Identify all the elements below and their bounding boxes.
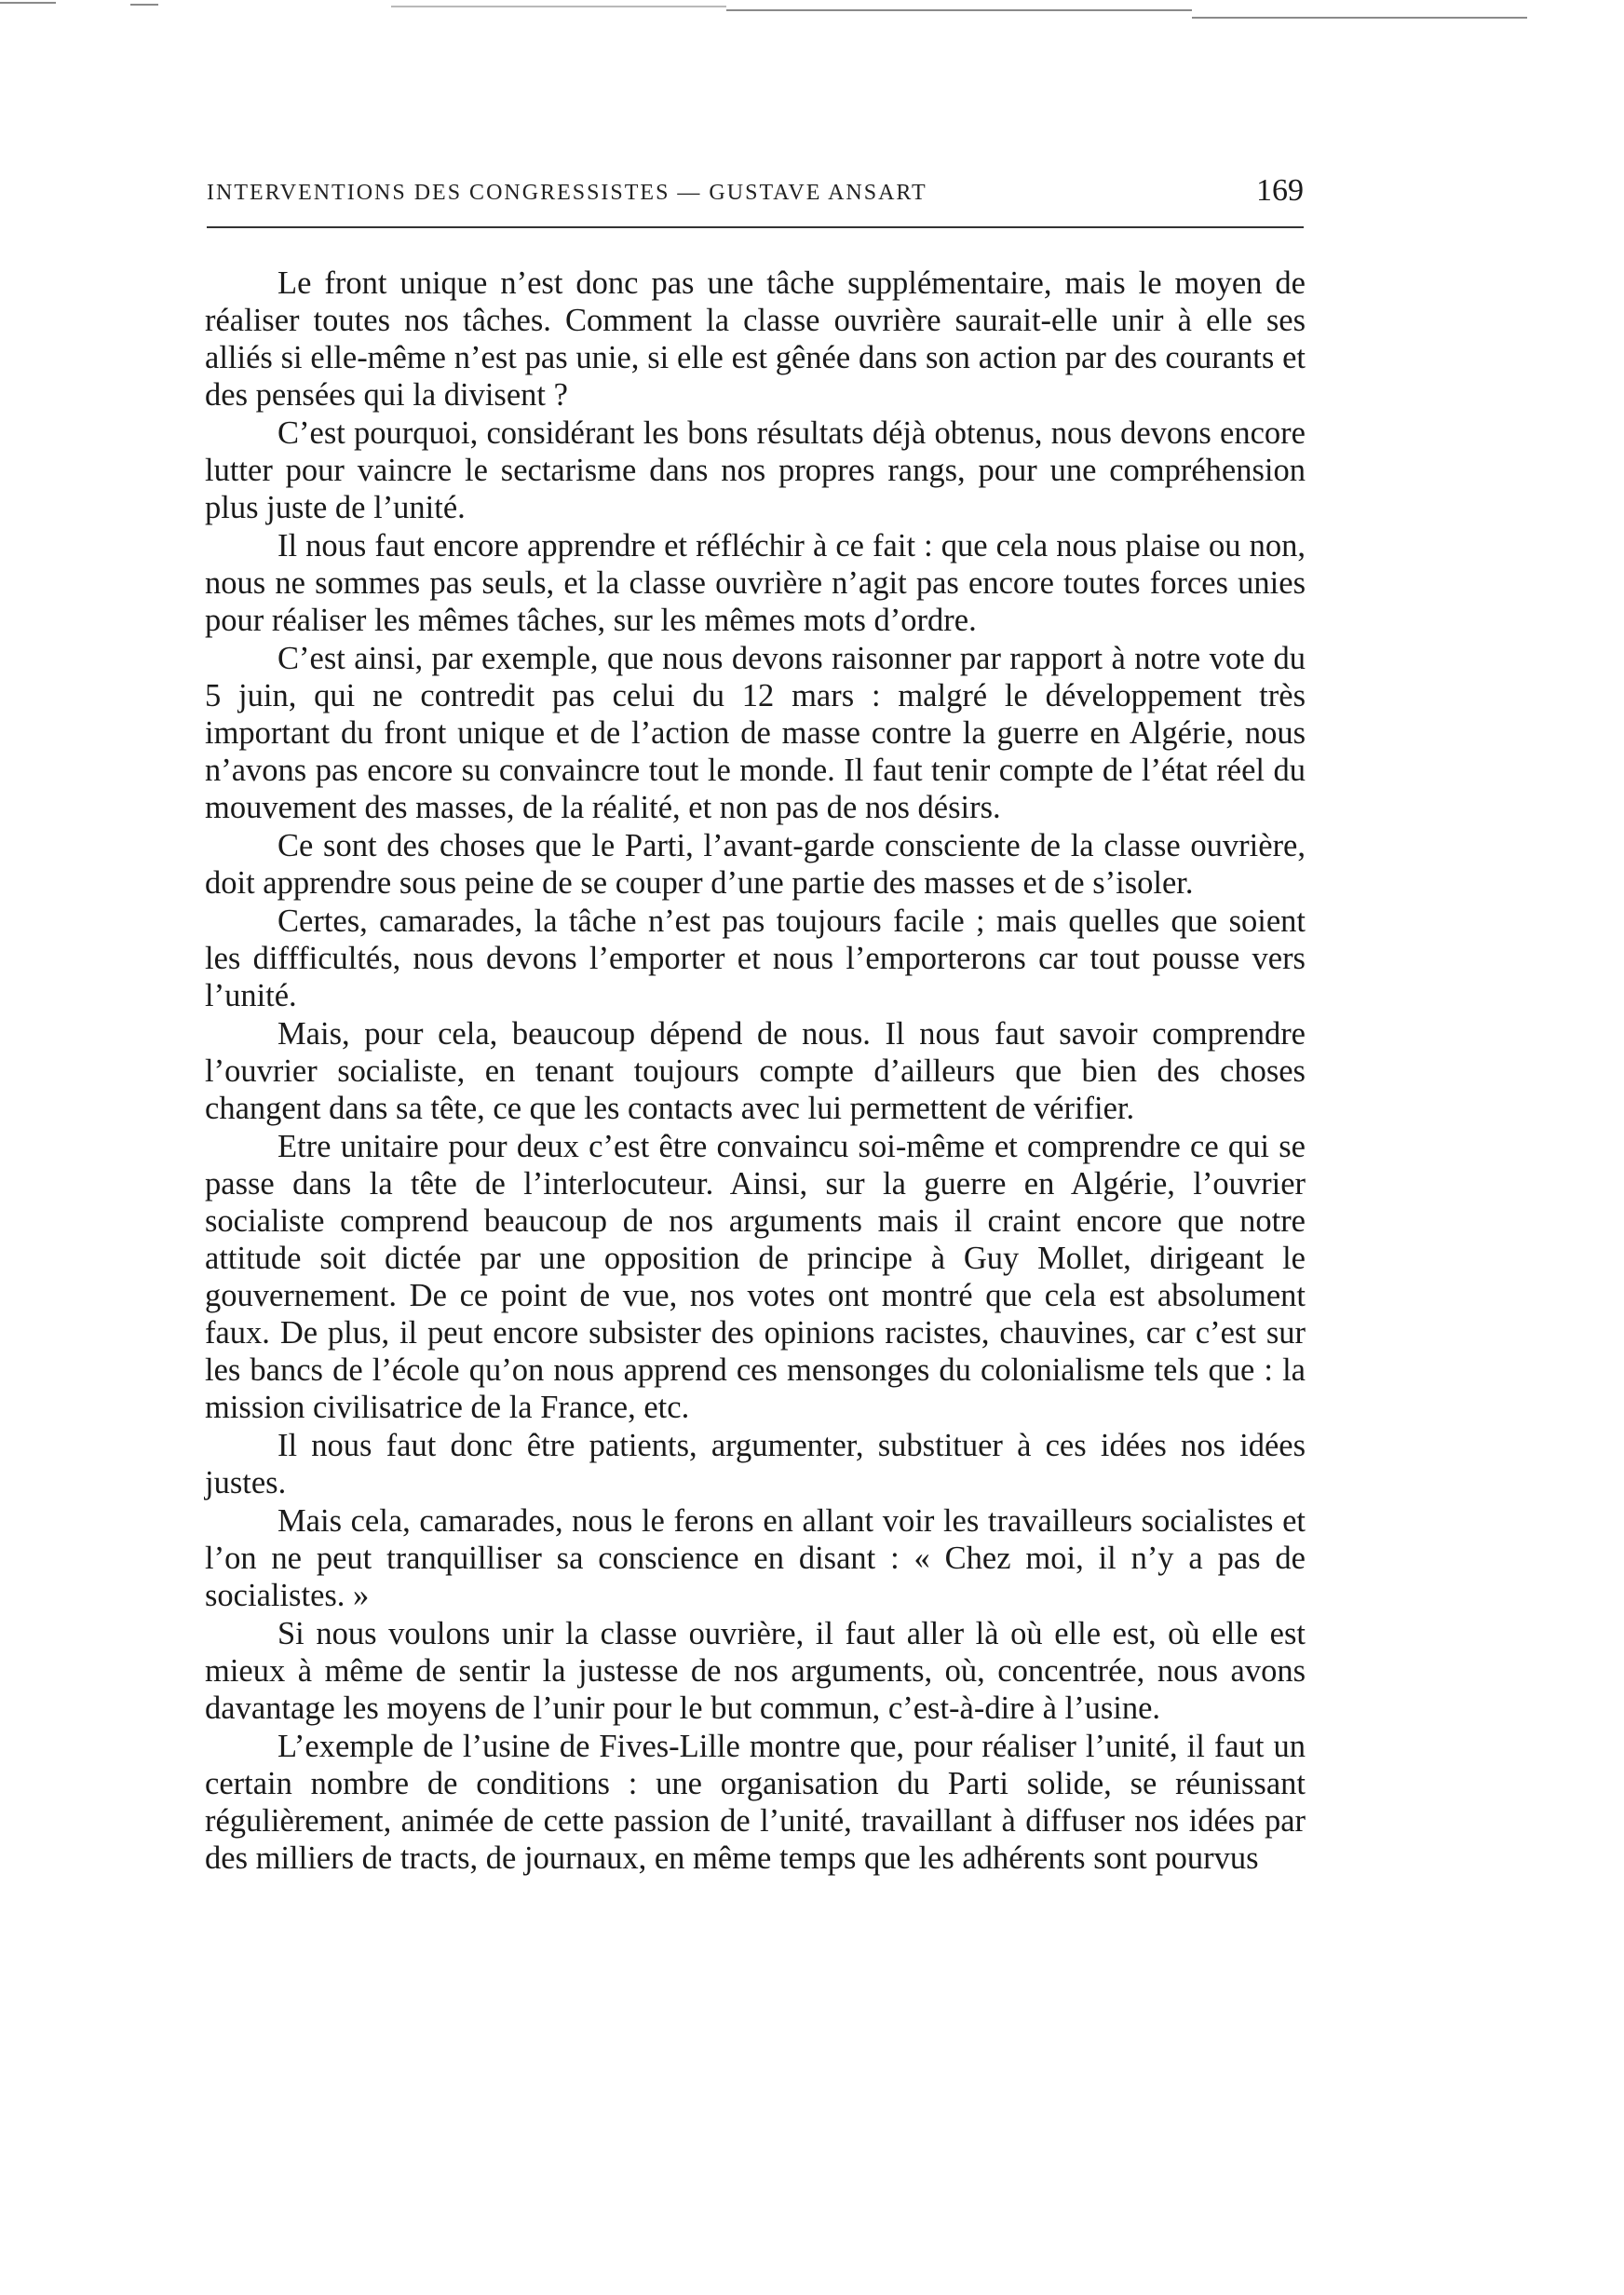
paragraph: Il nous faut encore apprendre et réfléchir à ce fait : que cela nous plaise ou non, nous ne sommes pas seuls, et la classe ouvrière n’agit pas encore toutes forces unies pour réaliser les mêmes tâches, sur les mêmes mots d’ordre.	[205, 528, 1306, 638]
paragraph: L’exemple de l’usine de Fives-Lille montre que, pour réaliser l’unité, il faut un certain nombre de conditions : une organisation du Parti solide, se réunissant régulièrement, animée de cette passion de l’unité, travaillant à diffuser nos idées par des milliers de tracts, de journaux, en même temps que les adhérents sont pourvus	[205, 1729, 1306, 1876]
paragraph: Mais, pour cela, beaucoup dépend de nous. Il nous faut savoir comprendre l’ouvrier socialiste, en tenant toujours compte d’ailleurs que bien des choses changent dans sa tête, ce que les contacts avec lui permettent de vérifier.	[205, 1016, 1306, 1126]
scan-edge-line	[1192, 17, 1527, 19]
header-rule	[207, 226, 1304, 228]
paragraph: Si nous voulons unir la classe ouvrière, il faut aller là où elle est, où elle est mieux à même de sentir la justesse de nos arguments, où, concentrée, nous avons davantage les moyens de l’unir pour le but commun, c’est-à-dire à l’usine.	[205, 1616, 1306, 1726]
paragraph: C’est ainsi, par exemple, que nous devons raisonner par rapport à notre vote du 5 juin, qui ne contredit pas celui du 12 mars : malgré le développement très important du front unique et de l’action de masse contre la guerre en Algérie, nous n’avons pas encore su convaincre tout le monde. Il faut tenir compte de l’état réel du mouvement des masses, de la réalité, et non pas de nos désirs.	[205, 641, 1306, 825]
paragraph: Etre unitaire pour deux c’est être convaincu soi-même et comprendre ce qui se passe dans la tête de l’interlocuteur. Ainsi, sur la guerre en Algérie, l’ouvrier socialiste comprend beaucoup de nos arguments mais il craint encore que notre attitude soit dictée par une opposition de principe à Guy Mollet, dirigeant le gouvernement. De ce point de vue, nos votes ont montré que cela est absolument faux. De plus, il peut encore subsister des opinions racistes, chauvines, car c’est sur les bancs de l’école qu’on nous apprend ces mensonges du colonialisme tels que : la mission civilisatrice de la France, etc.	[205, 1129, 1306, 1425]
running-head: INTERVENTIONS DES CONGRESSISTES — GUSTAVE ANSART	[207, 181, 927, 205]
body-text	[205, 265, 1306, 1878]
paragraph: Le front unique n’est donc pas une tâche supplémentaire, mais le moyen de réaliser toutes nos tâches. Comment la classe ouvrière saurait-elle unir à elle ses alliés si elle-même n’est pas unie, si elle est gênée dans son action par des courants et des pensées qui la divisent ?	[205, 265, 1306, 413]
paragraph: Il nous faut donc être patients, argumenter, substituer à ces idées nos idées justes.	[205, 1428, 1306, 1501]
scan-edge-line	[130, 4, 158, 6]
page-header	[207, 173, 1304, 218]
paragraph: Ce sont des choses que le Parti, l’avant-garde consciente de la classe ouvrière, doit apprendre sous peine de se couper d’une partie des masses et de s’isoler.	[205, 828, 1306, 901]
paragraph: Certes, camarades, la tâche n’est pas toujours facile ; mais quelles que soient les diffficultés, nous devons l’emporter et nous l’emporterons car tout pousse vers l’unité.	[205, 903, 1306, 1013]
paragraph: C’est pourquoi, considérant les bons résultats déjà obtenus, nous devons encore lutter pour vaincre le sectarisme dans nos propres rangs, pour une compréhension plus juste de l’unité.	[205, 415, 1306, 525]
scan-edge-artifacts	[0, 0, 1624, 37]
scan-edge-line	[391, 6, 726, 7]
paragraph: Mais cela, camarades, nous le ferons en allant voir les travailleurs socialistes et l’on ne peut tranquilliser sa conscience en disant : « Chez moi, il n’y a pas de socialistes. »	[205, 1503, 1306, 1613]
scan-edge-line	[726, 9, 1192, 11]
scan-edge-line	[0, 2, 56, 4]
page-number: 169	[1256, 173, 1304, 208]
